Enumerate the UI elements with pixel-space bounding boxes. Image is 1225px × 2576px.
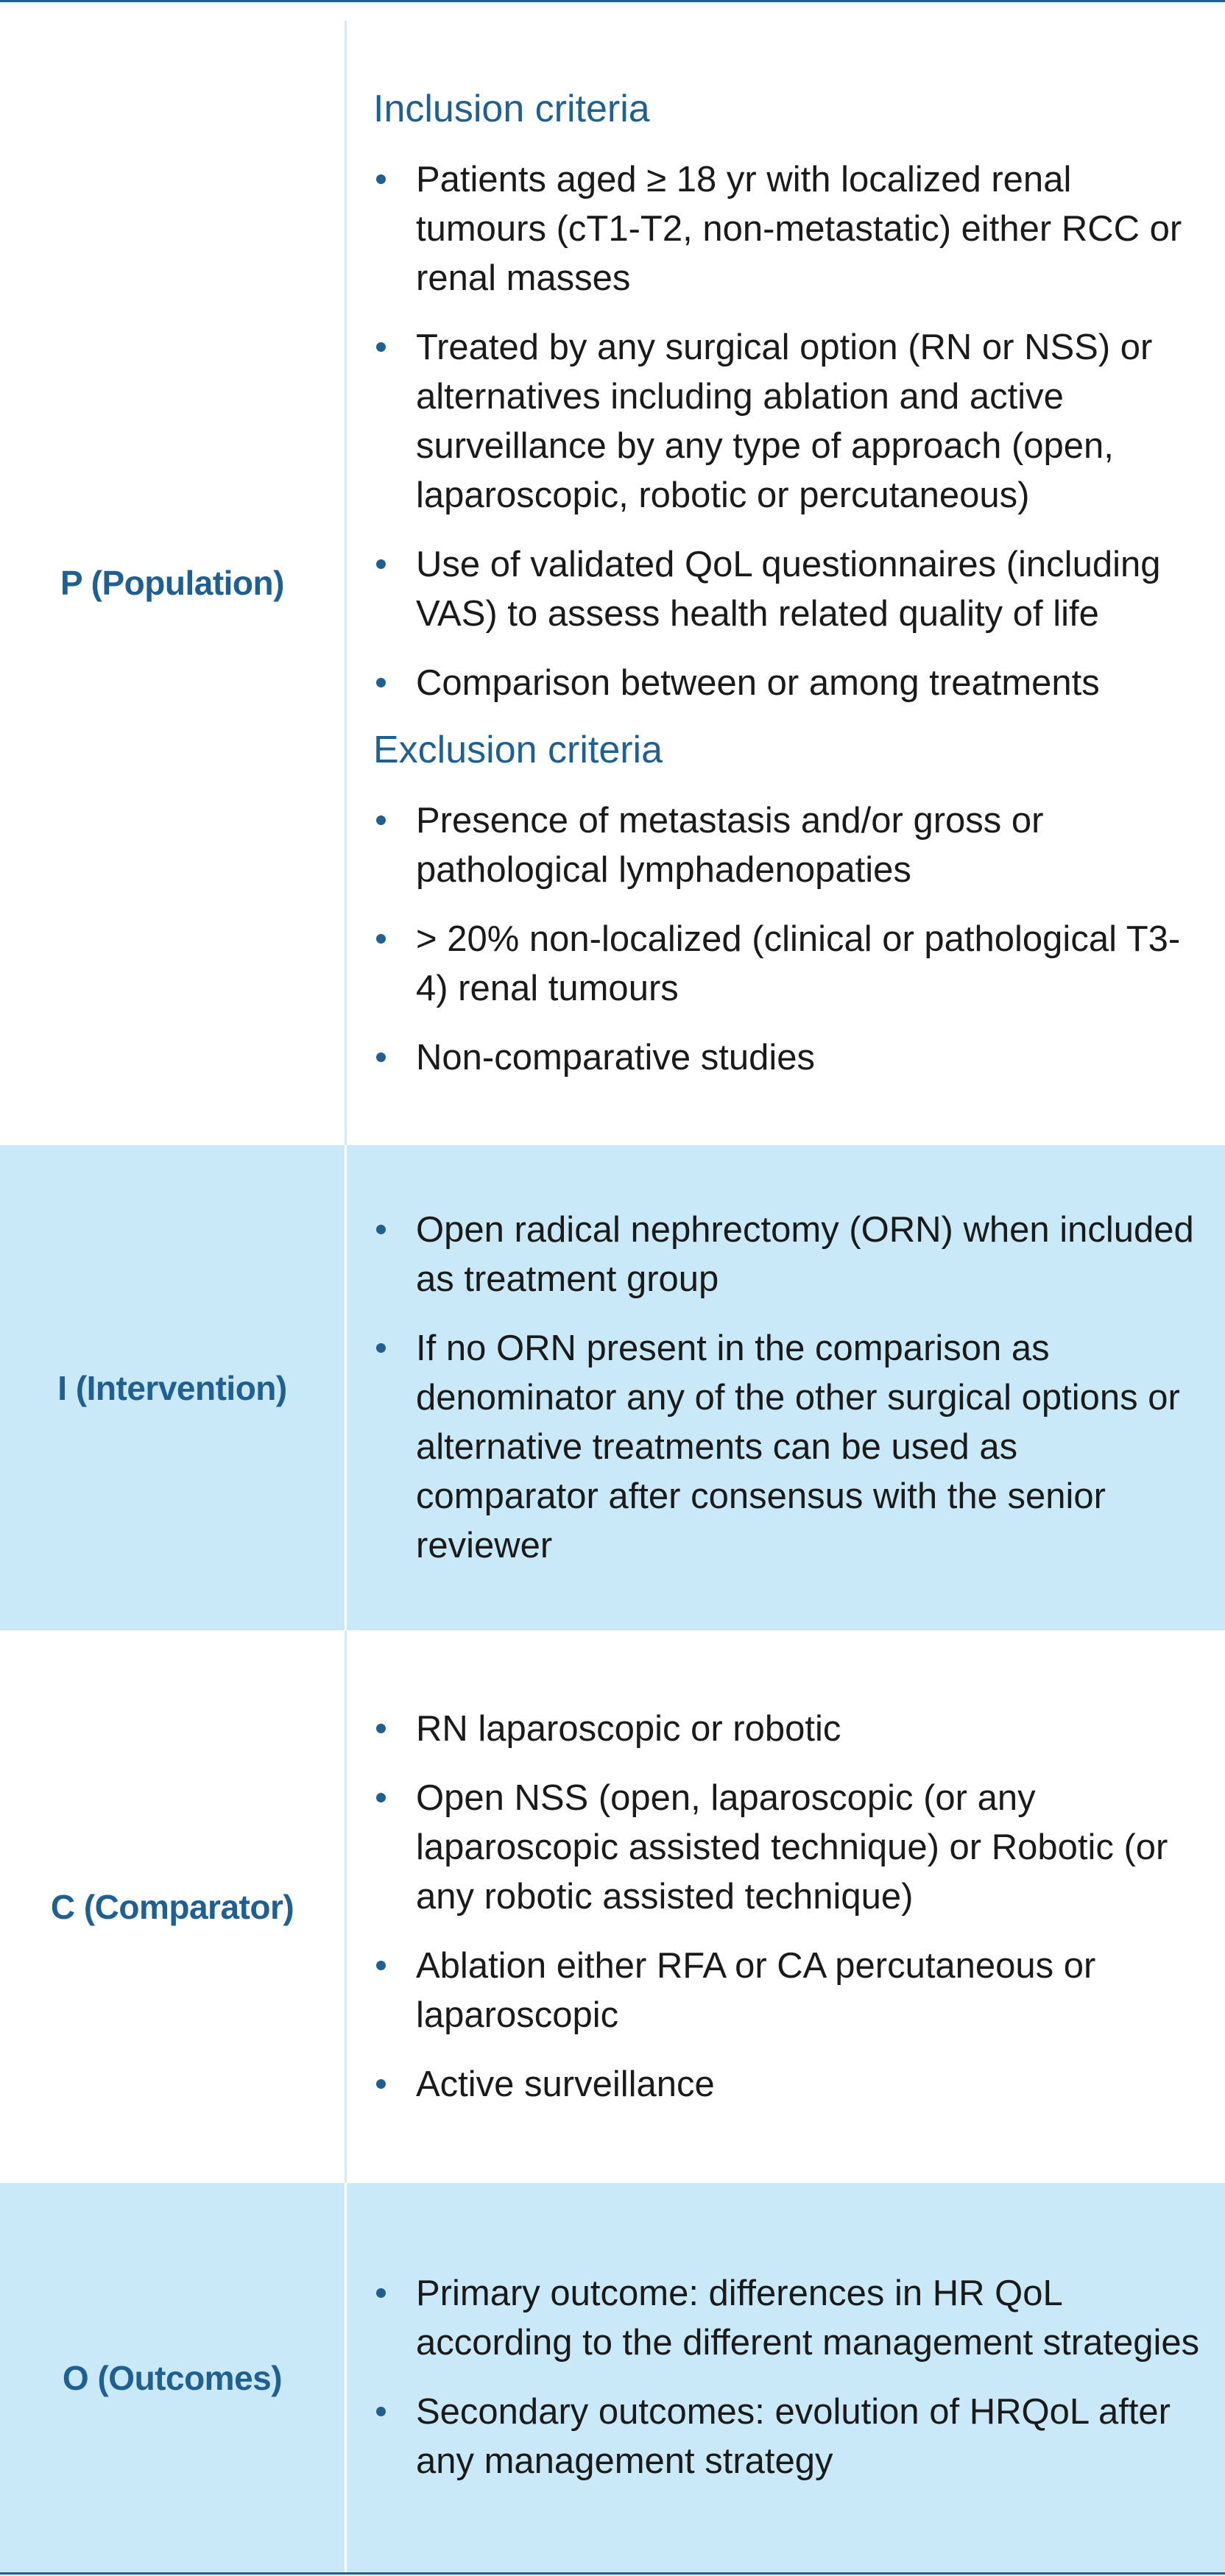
- intervention-item: [373, 1206, 1203, 1304]
- exclusion-item: [373, 796, 1203, 895]
- bullet-icon: [376, 2407, 386, 2416]
- intervention-item-text: Open radical nephrectomy (ORN) when included as treatment group: [416, 1209, 1194, 1299]
- intervention-content: [347, 1145, 1225, 1630]
- exclusion-item-text: Presence of metastasis and/or gross or pathological lymphadenopaties: [416, 801, 1044, 890]
- population-content: [347, 21, 1225, 1145]
- inclusion-item-text: Use of validated QoL questionnaires (including VAS) to assess health related quality of life: [416, 545, 1161, 634]
- bullet-icon: [376, 815, 386, 825]
- population-label: P (Population): [60, 564, 284, 602]
- intervention-list: [373, 1206, 1203, 1571]
- inclusion-item-text: Patients aged ≥ 18 yr with localized renal tumours (cT1-T2, non-metastatic) either RCC or renal masses: [416, 160, 1182, 298]
- population-row: [0, 21, 1225, 1145]
- bullet-icon: [376, 1225, 386, 1234]
- bullet-icon: [376, 1961, 386, 1970]
- comparator-item: [373, 1705, 1203, 1754]
- bullet-icon: [376, 2079, 386, 2089]
- inclusion-item: [373, 155, 1203, 303]
- inclusion-criteria-list: [373, 155, 1203, 708]
- intervention-item: [373, 1324, 1203, 1571]
- exclusion-item-text: > 20% non-localized (clinical or pathological T3-4) renal tumours: [416, 919, 1181, 1008]
- outcomes-item-text: Primary outcome: differences in HR QoL according to the different management strategies: [416, 2274, 1200, 2363]
- comparator-item-text: Open NSS (open, laparoscopic (or any laparoscopic assisted technique) or Robotic (or any robotic assisted technique): [416, 1777, 1168, 1917]
- bullet-icon: [376, 559, 386, 569]
- bullet-icon: [376, 174, 386, 184]
- inclusion-item: [373, 540, 1203, 639]
- outcomes-list: [373, 2269, 1203, 2486]
- comparator-item-text: RN laparoscopic or robotic: [416, 1708, 841, 1749]
- intervention-item-text: If no ORN present in the comparison as denominator any of the other surgical options or alternative treatments can be used as comparator after consensus with the senior reviewer: [416, 1328, 1180, 1565]
- comparator-content: [347, 1630, 1225, 2183]
- comparator-item: [373, 1774, 1203, 1922]
- comparator-row: [0, 1630, 1225, 2183]
- exclusion-item: [373, 1033, 1203, 1083]
- bullet-icon: [376, 1343, 386, 1353]
- comparator-item: [373, 2060, 1203, 2109]
- outcomes-item: [373, 2388, 1203, 2486]
- bullet-icon: [376, 1724, 386, 1733]
- inclusion-criteria-heading: Inclusion criteria: [373, 88, 650, 130]
- intervention-row: [0, 1145, 1225, 1630]
- intervention-label: I (Intervention): [57, 1368, 287, 1407]
- exclusion-criteria-list: [373, 796, 1203, 1083]
- exclusion-item: [373, 915, 1203, 1013]
- comparator-label-cell: [0, 1630, 347, 2183]
- outcomes-label-cell: [0, 2183, 347, 2572]
- inclusion-item: [373, 323, 1203, 520]
- inclusion-item-text: Treated by any surgical option (RN or NSS) or alternatives including ablation and active surveillance by any type of approach (open, laparoscopic, robotic or percutaneous): [416, 328, 1153, 515]
- bullet-icon: [376, 1793, 386, 1802]
- outcomes-label: O (Outcomes): [62, 2358, 283, 2397]
- bullet-icon: [376, 2288, 386, 2298]
- intervention-label-cell: [0, 1145, 347, 1630]
- bullet-icon: [376, 934, 386, 944]
- exclusion-item-text: Non-comparative studies: [416, 1038, 815, 1078]
- comparator-item: [373, 1942, 1203, 2040]
- inclusion-item-text: Comparison between or among treatments: [416, 663, 1100, 703]
- bullet-icon: [376, 1052, 386, 1062]
- comparator-item-text: Ablation either RFA or CA percutaneous or laparoscopic: [416, 1945, 1096, 2035]
- outcomes-item-text: Secondary outcomes: evolution of HRQoL after any management strategy: [416, 2392, 1171, 2481]
- comparator-item-text: Active surveillance: [416, 2064, 715, 2104]
- bullet-icon: [376, 678, 386, 687]
- exclusion-criteria-heading: Exclusion criteria: [373, 729, 663, 771]
- outcomes-item: [373, 2269, 1203, 2368]
- comparator-list: [373, 1705, 1203, 2109]
- bullet-icon: [376, 342, 386, 352]
- comparator-label: C (Comparator): [50, 1887, 294, 1926]
- outcomes-row: [0, 2183, 1225, 2575]
- population-label-cell: [0, 21, 347, 1145]
- inclusion-item: [373, 659, 1203, 708]
- outcomes-content: [347, 2183, 1225, 2572]
